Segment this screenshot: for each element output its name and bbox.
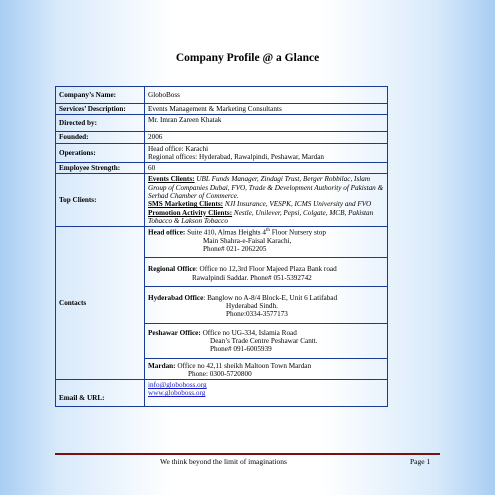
row-label: Contacts — [56, 227, 145, 380]
divider — [145, 257, 387, 258]
director-value: Mr. Imran Zareen Khatak — [145, 115, 388, 132]
table-row — [56, 380, 388, 407]
head-office-line: Head office: Karachi — [148, 144, 209, 153]
hyderabad-office-heading: Hyderabad Office — [148, 293, 204, 302]
email-url-value — [145, 380, 388, 407]
mardan-office-heading: Mardan: — [148, 361, 176, 370]
footer-rule — [55, 453, 440, 455]
row-label: Top Clients: — [56, 174, 145, 227]
website-link[interactable]: www.globoboss.org — [148, 389, 206, 398]
row-label: Employee Strength: — [56, 163, 145, 174]
table-row — [56, 104, 388, 115]
row-label: Services’ Description: — [56, 104, 145, 115]
page-title: Company Profile @ a Glance — [175, 52, 320, 64]
table-row — [56, 115, 388, 132]
promo-clients-text: Nestle, Unilever, Pepsi, Colgate, MCB, Pakistan Tobacco & Lakson Tobacco — [148, 208, 374, 225]
page-number: Page 1 — [410, 457, 431, 466]
sms-clients-text: NJI Insurance, VESPK, ICMS University and FVO — [223, 200, 372, 209]
divider — [145, 286, 387, 287]
row-label: Directed by: — [56, 115, 145, 132]
divider — [145, 358, 387, 359]
row-label: Email & URL: — [56, 380, 145, 407]
events-clients-text: UBL Funds Manager, Zindagi Trust, Berger Robbilac, Islam Group of Companies Dubai, FVO, Trade & Development Authority of Pakistan & Serhad Chamber of Commerce. — [148, 175, 384, 200]
founded-value: 2006 — [145, 132, 388, 143]
company-name: GloboBoss — [145, 87, 388, 104]
peshawar-office-heading: Peshawar Office: — [148, 328, 201, 337]
services-value: Events Management & Marketing Consultants — [145, 104, 388, 115]
table-row — [56, 227, 388, 380]
regional-office-heading: Regional Office — [148, 265, 196, 274]
row-label: Founded: — [56, 132, 145, 143]
promo-clients-heading: Promotion Activity Clients: — [148, 208, 233, 217]
contacts-value: Head office: Suite 410, Almas Heights 4th Floor Nursery stop Main Shahra-e-Faisal Karachi, Phone# 021- 2062205 Regional Office: Office no 12,3rd Floor Majeed Plaza Bank road Rawalpindi Saddar. Phone# 051-5392742 Hyderabad Office: Banglow no A-8/4 Block-E, Unit 6 Latifabad Hyderabad Sindh. Phone:0334-3577173 Peshawar Office: Office no UG-334, Islamia Road Dean’s Trade Centre Peshawar Cantt. Phone# 091-6005939 Mardan: Office no 42,11 sheikh Maltoon Town Mardan Phone: 0300-5720800 — [145, 227, 388, 380]
operations-value — [145, 143, 388, 163]
employee-value: 60 — [145, 163, 388, 174]
company-profile-table — [55, 86, 388, 407]
footer-tagline: We think beyond the limit of imaginations — [160, 457, 287, 466]
divider — [145, 323, 387, 324]
table-row — [56, 87, 388, 104]
row-label: Operations: — [56, 143, 145, 163]
row-label: Company’s Name: — [56, 87, 145, 104]
clients-value — [145, 174, 388, 227]
table-row — [56, 143, 388, 163]
table-row — [56, 163, 388, 174]
table-row — [56, 132, 388, 143]
table-row — [56, 174, 388, 227]
email-link[interactable]: info@globoboss.org — [148, 381, 207, 390]
head-office-heading: Head office: — [148, 228, 186, 237]
sms-clients-heading: SMS Marketing Clients: — [148, 200, 224, 209]
regional-offices-line: Regional offices: Hyderabad, Rawalpindi, Peshawar, Mardan — [148, 152, 325, 161]
events-clients-heading: Events Clients: — [148, 175, 195, 184]
